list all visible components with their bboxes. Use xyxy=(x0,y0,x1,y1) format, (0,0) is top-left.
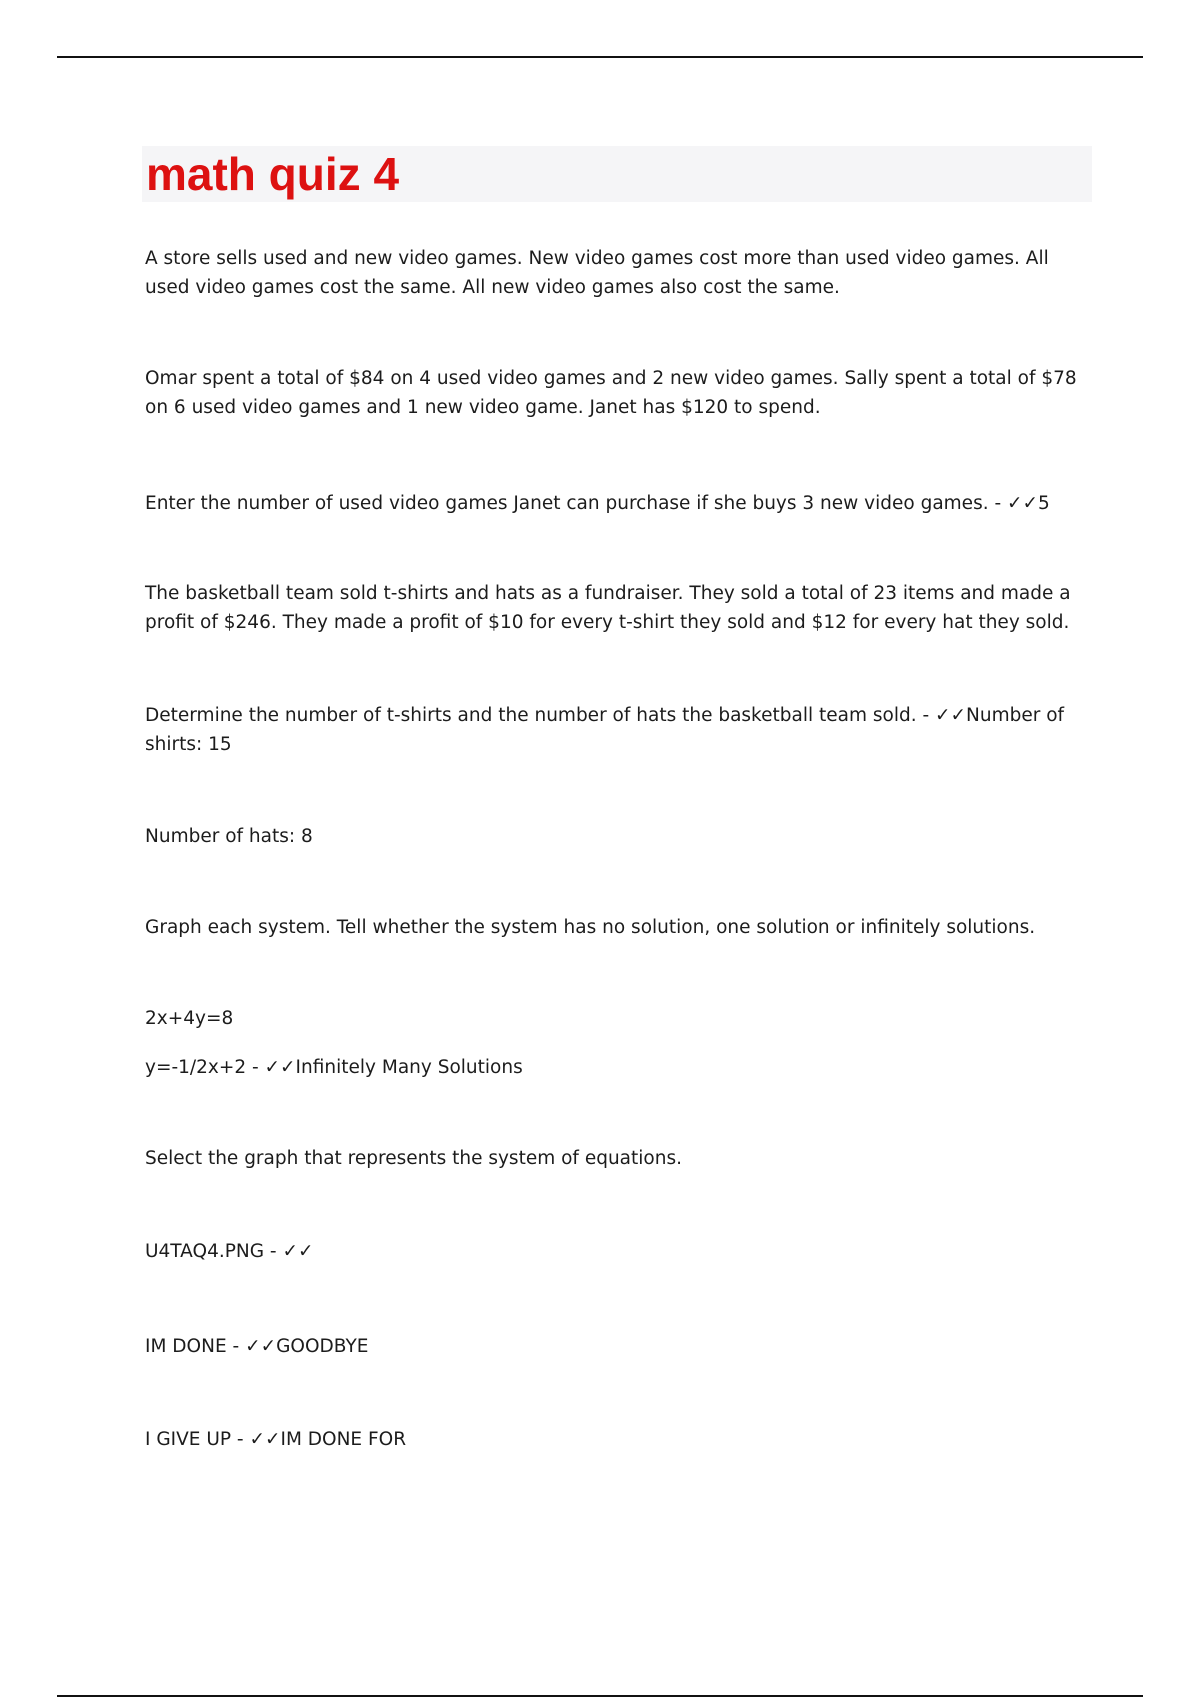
paragraph-i-give-up: I GIVE UP - ✓✓IM DONE FOR xyxy=(145,1429,407,1450)
paragraph-shirts-answer: Determine the number of t-shirts and the number of hats the basketball team sold. - ✓✓Number of shirts: 15 xyxy=(145,705,1065,755)
paragraph-equation-1: 2x+4y=8 xyxy=(145,1008,234,1029)
paragraph-im-done: IM DONE - ✓✓GOODBYE xyxy=(145,1336,369,1357)
paragraph-select-graph: Select the graph that represents the system of equations. xyxy=(145,1148,682,1169)
paragraph-omar-sally: Omar spent a total of $84 on 4 used video games and 2 new video games. Sally spent a total of $78 on 6 used video games and 1 new video game. Janet has $120 to spend. xyxy=(145,368,1077,418)
paragraph-hats-answer: Number of hats: 8 xyxy=(145,826,313,847)
top-rule xyxy=(57,56,1143,58)
paragraph-equation-2-answer: y=-1/2x+2 - ✓✓Infinitely Many Solutions xyxy=(145,1057,523,1078)
paragraph-image-reference: U4TAQ4.PNG - ✓✓ xyxy=(145,1241,314,1262)
paragraph-graph-system: Graph each system. Tell whether the system has no solution, one solution or infinitely solutions. xyxy=(145,917,1036,938)
document-title: math quiz 4 xyxy=(146,148,400,200)
paragraph-janet-question: Enter the number of used video games Janet can purchase if she buys 3 new video games. - ✓✓5 xyxy=(145,493,1050,514)
paragraph-store-intro: A store sells used and new video games. New video games cost more than used video games. All used video games cost the same. All new video games also cost the same. xyxy=(145,248,1049,298)
paragraph-basketball-intro: The basketball team sold t-shirts and hats as a fundraiser. They sold a total of 23 items and made a profit of $246. They made a profit of $10 for every t-shirt they sold and $12 for every hat they sold. xyxy=(145,583,1071,633)
bottom-rule xyxy=(57,1695,1143,1697)
